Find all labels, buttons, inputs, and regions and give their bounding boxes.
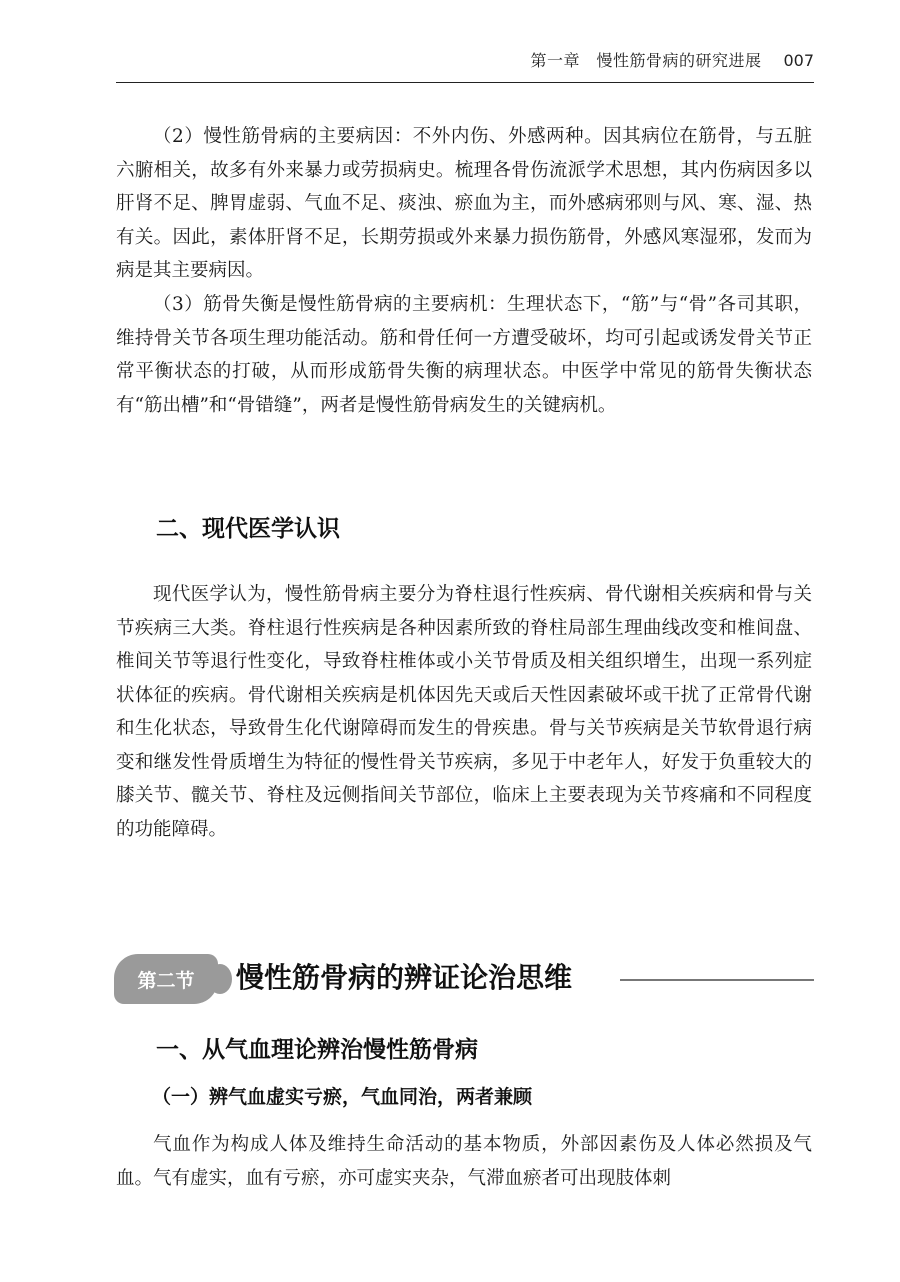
section-heading <box>114 948 814 1008</box>
paragraph-etiology: （2）慢性筋骨病的主要病因：不外内伤、外感两种。因其病位在筋骨，与五脏六腑相关，故多有外来暴力或劳损病史。梳理各骨伤流派学术思想，其内伤病因多以肝肾不足、脾胃虚弱、气血不足、痰浊、瘀血为主，而外感病邪则与风、寒、湿、热有关。因此，素体肝肾不足，长期劳损或外来暴力损伤筋骨，外感风寒湿邪，发而为病是其主要病因。 <box>116 126 812 281</box>
paragraph-qixue: 气血作为构成人体及维持生命活动的基本物质，外部因素伤及人体必然损及气血。气有虚实，血有亏瘀，亦可虚实夹杂，气滞血瘀者可出现肢体刺 <box>116 1134 812 1189</box>
subheading-qixue: （一）辨气血虚实亏瘀，气血同治，两者兼顾 <box>152 1086 533 1108</box>
section-rule <box>620 979 814 981</box>
chapter-title: 第一章 慢性筋骨病的研究进展 <box>530 51 762 70</box>
running-header <box>530 48 814 71</box>
paragraph-pathogenesis: （3）筋骨失衡是慢性筋骨病的主要病机：生理状态下，“筋”与“骨”各司其职，维持骨关节各项生理功能活动。筋和骨任何一方遭受破坏，均可引起或诱发骨关节正常平衡状态的打破，从而形成筋骨失衡的病理状态。中医学中常见的筋骨失衡状态有“筋出槽”和“骨错缝”，两者是慢性筋骨病发生的关键病机。 <box>116 294 812 416</box>
paragraph-modern-medicine: 现代医学认为，慢性筋骨病主要分为脊柱退行性疾病、骨代谢相关疾病和骨与关节疾病三大类。脊柱退行性疾病是各种因素所致的脊柱局部生理曲线改变和椎间盘、椎间关节等退行性变化，导致脊柱椎体或小关节骨质及相关组织增生，出现一系列症状体征的疾病。骨代谢相关疾病是机体因先天或后天性因素破坏或干扰了正常骨代谢和生化状态，导致骨生化代谢障碍而发生的骨疾患。骨与关节疾病是关节软骨退行病变和继发性骨质增生为特征的慢性骨关节疾病，多见于中老年人，好发于负重较大的膝关节、髋关节、脊柱及远侧指间关节部位，临床上主要表现为关节疼痛和不同程度的功能障碍。 <box>116 584 812 840</box>
section-title: 慢性筋骨病的辨证论治思维 <box>236 961 573 994</box>
heading-qixue-theory: 一、从气血理论辨治慢性筋骨病 <box>156 1037 478 1063</box>
header-rule <box>116 82 814 83</box>
heading-modern-medicine: 二、现代医学认识 <box>156 516 340 542</box>
section-badge <box>114 954 218 1004</box>
page-number: 007 <box>783 51 814 70</box>
section-badge-label: 第二节 <box>137 969 195 992</box>
